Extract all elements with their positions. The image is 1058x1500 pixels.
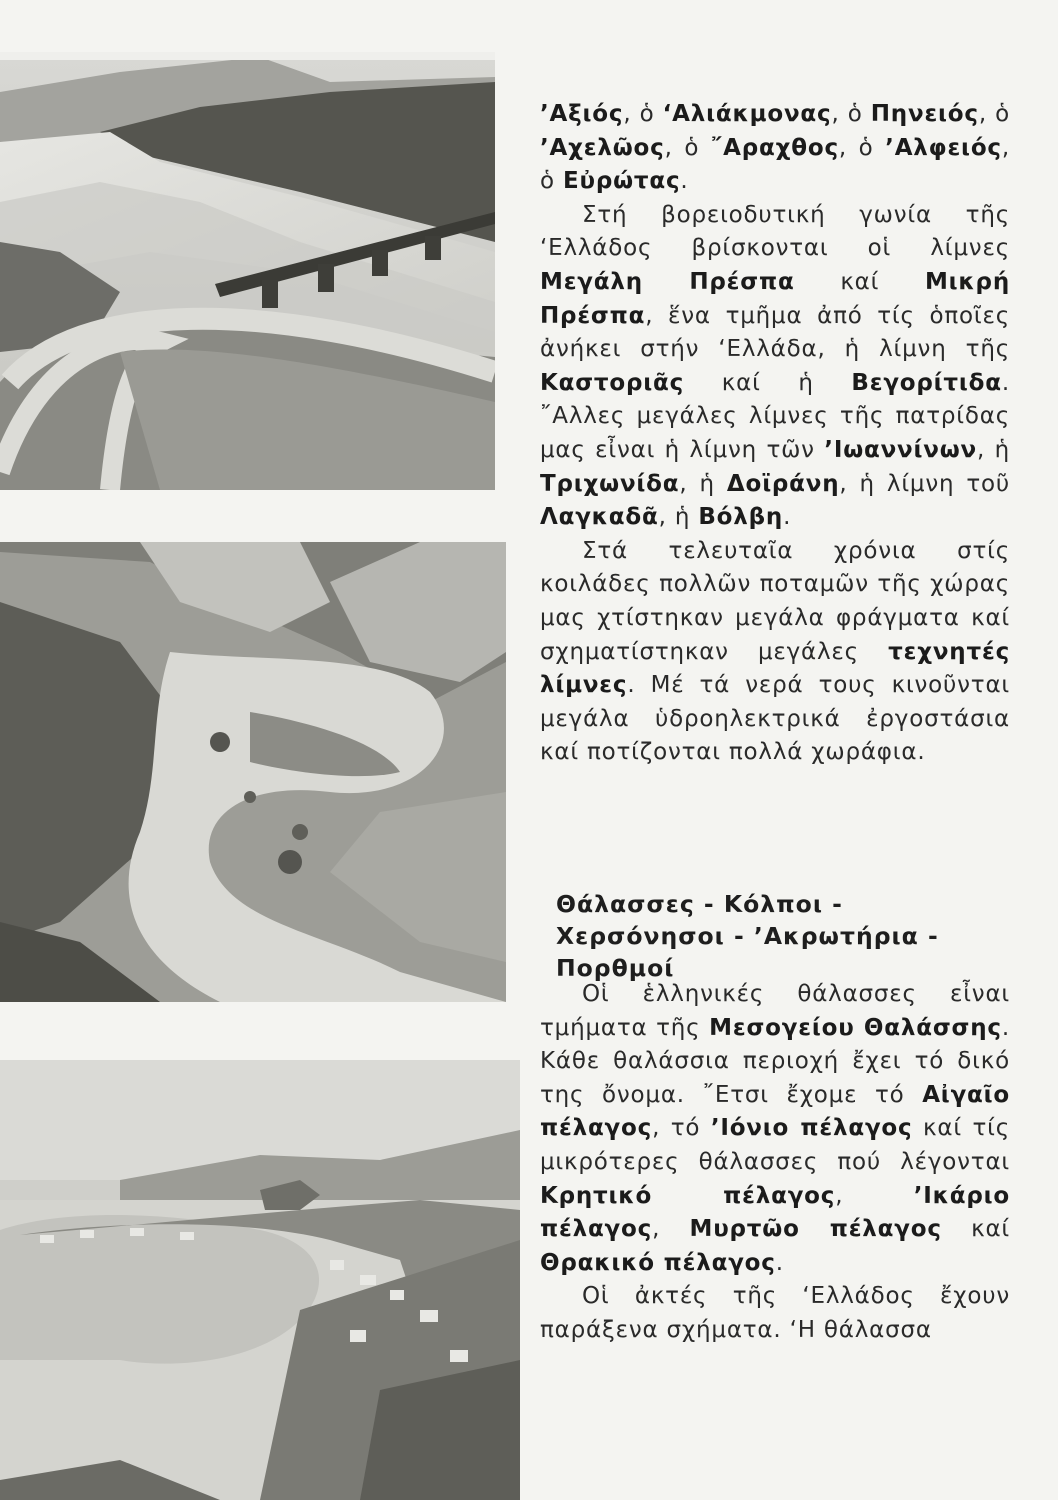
photo-coastal-town-image [0,1060,520,1500]
text-run: , [835,1182,914,1209]
text-run: Στά τελευταῖα χρόνια στίς κοιλάδες πολλῶν ποταμῶν τῆς χώρας μας χτίστηκαν μεγάλα φράγματα καί σχηματίστηκαν μεγάλες [540,537,1010,665]
bold-term: ῎Αραχθος [710,134,839,161]
bold-term: ’Ιωαννίνων [824,436,978,463]
section-heading: Θάλασσες - Κόλποι - Χερσόνησοι - ’Ακρωτήρια - Πορθμοί [556,890,939,982]
text-column-seas [540,978,1010,1348]
bold-term: Κρητικό πέλαγος [540,1182,836,1209]
bold-term: Καστοριᾶς [540,369,685,396]
text-run: Οἱ ἀκτές τῆς ‘Ελλάδος ἔχουν παράξενα σχήματα. ‘Η θάλασσα [540,1283,1010,1343]
bold-term: ‘Αλιάκμονας [662,101,832,127]
text-run: καί [941,1216,1010,1243]
bold-term: ’Αξιός [540,101,624,127]
bold-term: Δοϊράνη [726,470,840,497]
bold-term: Μεσογείου Θαλάσσης [709,1014,1002,1041]
text-run: Στή βορειοδυτική γωνία τῆς ‘Ελλάδος βρίσκονται οἱ λίμνες [540,201,1010,262]
bold-term: ’Ικάριο πέλαγος [540,1182,1010,1243]
text-run: Οἱ ἑλληνικές θάλασσες εἶναι τμήματα τῆς [540,981,1010,1041]
rivers-paragraph [540,98,1010,199]
text-run: . [775,1249,784,1276]
bold-term: Μεγάλη Πρέσπα [540,268,795,295]
text-run: , ἡ λίμνη τοῦ [839,470,1011,497]
text-run: , ἡ [658,504,699,531]
photo-river-bridge [0,52,495,490]
bold-term: Μυρτῶο πέλαγος [689,1216,942,1243]
photo-river-bridge-image [0,52,495,490]
text-column-rivers-lakes [540,98,1010,770]
bold-term: Αἰγαῖο πέλαγος [540,1081,1010,1142]
text-run: καί ἡ [684,369,852,396]
text-run: . [783,504,792,531]
bold-term: Βεγορίτιδα [851,369,1002,396]
bold-term: Βόλβη [698,504,784,531]
text-run: , ὁ [664,134,711,161]
bold-term: ’Ιόνιο πέλαγος [710,1115,913,1142]
text-run: , ὁ [623,101,663,127]
text-run: . Κάθε θαλάσσια περιοχή ἔχει τό δικό της ὄνομα. ῎Ετσι ἔχομε τό [540,1014,1010,1108]
lakes-paragraph [540,199,1010,535]
bold-term: Μικρή Πρέσπα [540,268,1010,329]
text-run: καί τίς μικρότερες θάλασσες πού λέγονται [540,1115,1010,1175]
seas-paragraph [540,978,1010,1280]
bold-term: Πηνειός [870,101,979,127]
text-run: καί [794,268,925,295]
artificial-lakes-paragraph [540,535,1010,770]
bold-term: Τριχωνίδα [540,470,680,497]
text-run: , τό [652,1115,711,1142]
text-run: , ὁ [540,134,1010,195]
coasts-paragraph [540,1280,1010,1347]
text-run: , ὁ [978,101,1010,127]
bold-term: Θρακικό πέλαγος [540,1249,776,1276]
text-run: . Μέ τά νερά τους κινοῦνται μεγάλα ὑδροηλεκτρικά ἐργοστάσια καί ποτίζονται πολλά χωράφια. [540,672,1010,766]
bold-term: ’Αλφειός [885,134,1002,161]
text-run: . ῎Αλλες μεγάλες λίμνες τῆς πατρίδας μας εἶναι ἡ λίμνη τῶν [540,369,1010,463]
bold-term: τεχνητές λίμνες [540,638,1010,699]
bold-term: Εὐρώτας [562,168,681,195]
text-run: . [680,168,689,195]
bold-term: ’Αχελῶος [540,134,665,161]
text-run: , ἡ [977,436,1010,463]
text-run: , ἕνα τμῆμα ἀπό τίς ὁποῖες ἀνήκει στήν ‘Ελλάδα, ἡ λίμνη τῆς [540,302,1010,363]
text-run: , ὁ [831,101,871,127]
text-run: , [652,1216,690,1243]
text-run: , ὁ [838,134,886,161]
photo-valley-lake-image [0,542,506,1002]
photo-coastal-town [0,1060,520,1500]
text-run: , ἡ [679,470,727,497]
photo-valley-lake [0,542,506,1002]
bold-term: Λαγκαδᾶ [540,504,659,531]
